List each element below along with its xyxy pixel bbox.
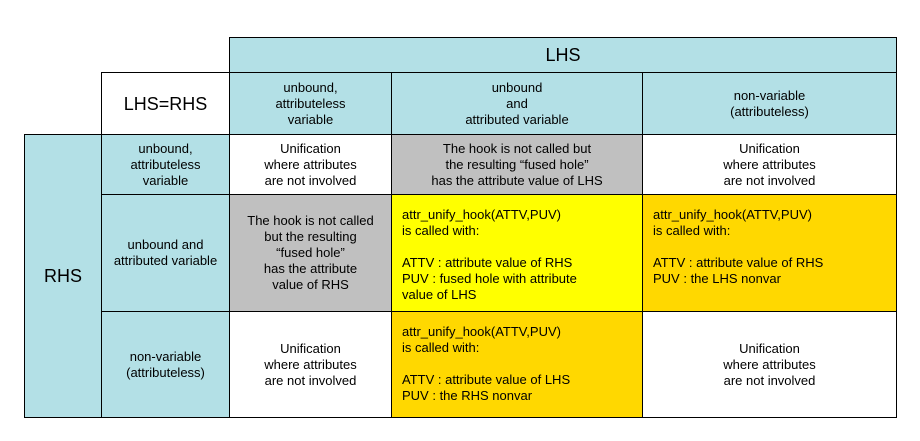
cell-r3-c2: attr_unify_hook(ATTV,PUV) is called with: ATTV : attribute value of LHS PUV : the RHS nonvar: [391, 311, 643, 418]
cell-r2-c3: attr_unify_hook(ATTV,PUV) is called with: ATTV : attribute value of RHS PUV : the LHS nonvar: [642, 194, 897, 312]
cell-r3-c3: Unification where attributes are not involved: [642, 311, 897, 418]
col-header-unbound-attributed: unbound and attributed variable: [391, 72, 643, 135]
cell-r1-c1: Unification where attributes are not involved: [229, 134, 392, 195]
cell-r1-c3: Unification where attributes are not involved: [642, 134, 897, 195]
lhs-header: LHS: [229, 37, 897, 73]
row-header-unbound-attributed: unbound and attributed variable: [101, 194, 230, 312]
cell-r2-c1: The hook is not called but the resulting “fused hole” has the attribute value of RHS: [229, 194, 392, 312]
cell-r3-c1: Unification where attributes are not involved: [229, 311, 392, 418]
row-header-unbound-attributeless: unbound, attributeless variable: [101, 134, 230, 195]
corner-label: LHS=RHS: [101, 72, 230, 135]
col-header-unbound-attributeless: unbound, attributeless variable: [229, 72, 392, 135]
row-header-non-variable: non-variable (attributeless): [101, 311, 230, 418]
cell-r1-c2: The hook is not called but the resulting “fused hole” has the attribute value of LHS: [391, 134, 643, 195]
cell-r2-c2: attr_unify_hook(ATTV,PUV) is called with: ATTV : attribute value of RHS PUV : fused hole with attribute value of LHS: [391, 194, 643, 312]
col-header-non-variable: non-variable (attributeless): [642, 72, 897, 135]
rhs-header: RHS: [24, 134, 102, 418]
